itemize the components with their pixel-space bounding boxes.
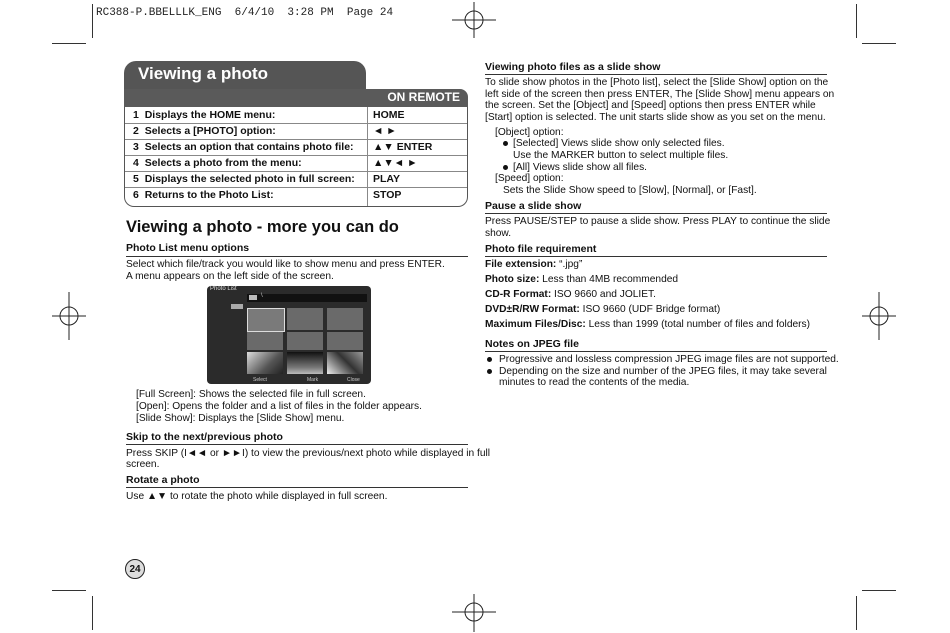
requirement-item: Maximum Files/Disc: Less than 1999 (total number of files and folders) — [485, 319, 811, 330]
bullet-icon — [487, 357, 492, 362]
step-key: ▲▼ ENTER — [373, 141, 433, 153]
step-row: 4 Selects a photo from the menu: ▲▼◄ ► — [125, 155, 467, 172]
crop-mark — [862, 590, 896, 591]
folder-icon — [249, 295, 257, 300]
crop-mark — [52, 590, 86, 591]
crop-mark — [856, 4, 857, 38]
step-action: Returns to the Photo List: — [144, 189, 274, 201]
bullet-icon — [503, 165, 508, 170]
jpeg-heading: Notes on JPEG file — [485, 338, 579, 350]
folder-thumb[interactable] — [247, 332, 283, 350]
crop-mark — [92, 4, 93, 38]
remote-header-bar — [124, 89, 468, 107]
step-key: STOP — [373, 189, 402, 201]
step-action: Displays the HOME menu: — [144, 109, 276, 121]
registration-mark-icon — [52, 292, 86, 340]
folder-thumb[interactable] — [327, 308, 363, 330]
option-text: [Object] option: — [495, 127, 564, 138]
step-row: 3 Selects an option that contains photo file: ▲▼ ENTER — [125, 139, 467, 156]
step-key: HOME — [373, 109, 405, 121]
photo-thumb[interactable] — [327, 352, 363, 374]
rotate-heading: Rotate a photo — [126, 474, 200, 486]
option-text: [Full Screen]: Shows the selected file in full screen. — [136, 389, 366, 400]
step-row: 2 Selects a [PHOTO] option: ◄ ► — [125, 123, 467, 140]
osd-path-bar: \ — [247, 294, 367, 302]
requirement-item: Photo size: Less than 4MB recommended — [485, 274, 679, 285]
body-text: To slide show photos in the [Photo list], select the [Slide Show] option on the — [485, 77, 829, 88]
osd-title: Photo List — [210, 286, 237, 292]
step-row: 1 Displays the HOME menu: HOME — [125, 107, 467, 124]
step-row: 6 Returns to the Photo List: STOP — [133, 189, 402, 201]
body-text: A menu appears on the left side of the screen. — [126, 271, 334, 282]
section-title: Viewing a photo — [124, 61, 366, 89]
option-text: [All] Views slide show all files. — [513, 162, 647, 173]
heading-rule — [126, 256, 468, 257]
step-action: Selects a [PHOTO] option: — [144, 125, 276, 137]
bullet-icon — [487, 369, 492, 374]
body-text: Press SKIP (I◄◄ or ►►I) to view the previous/next photo while displayed in full — [126, 448, 491, 459]
on-remote-label: ON REMOTE — [387, 90, 460, 104]
heading-rule — [485, 256, 827, 257]
body-text: [Start] option is selected. The unit starts slide show as you set on the menu. — [485, 112, 826, 123]
folder-thumb[interactable] — [327, 332, 363, 350]
body-text: Press PAUSE/STEP to pause a slide show. Press PLAY to continue the slide — [485, 216, 831, 227]
crop-mark — [856, 596, 857, 630]
more-title: Viewing a photo - more you can do — [126, 218, 399, 236]
option-text: [Speed] option: — [495, 173, 564, 184]
osd-footer: Select Mark Close — [253, 377, 360, 383]
option-text: Use the MARKER button to select multiple files. — [513, 150, 729, 161]
print-header: RC388-P.BBELLLK_ENG 6/4/10 3:28 PM Page 24 — [96, 7, 394, 19]
option-text: [Open]: Opens the folder and a list of files in the folder appears. — [136, 401, 422, 412]
heading-rule — [485, 351, 827, 352]
body-text: the screen. Set the [Object] and [Speed] options then press ENTER while — [485, 100, 816, 111]
crop-mark — [52, 43, 86, 44]
note-text: Depending on the size and number of the JPEG files, it may take several — [499, 366, 827, 377]
option-text: Sets the Slide Show speed to [Slow], [Normal], or [Fast]. — [503, 185, 757, 196]
heading-rule — [126, 487, 468, 488]
heading-rule — [126, 444, 468, 445]
photo-thumb[interactable] — [287, 352, 323, 374]
option-text: [Selected] Views slide show only selected files. — [513, 138, 725, 149]
folder-thumb[interactable] — [247, 308, 285, 332]
skip-heading: Skip to the next/previous photo — [126, 431, 283, 443]
folder-thumb[interactable] — [287, 332, 323, 350]
folder-thumb[interactable] — [287, 308, 323, 330]
body-text: Select which file/track you would like to show menu and press ENTER. — [126, 259, 445, 270]
step-row: 5 Displays the selected photo in full screen: PLAY — [125, 171, 467, 188]
heading-rule — [485, 74, 827, 75]
requirement-item: DVD±R/RW Format: ISO 9660 (UDF Bridge format) — [485, 304, 721, 315]
requirement-item: CD-R Format: ISO 9660 and JOLIET. — [485, 289, 656, 300]
registration-mark-icon — [862, 292, 896, 340]
body-text: show. — [485, 228, 512, 239]
steps-table — [124, 107, 468, 207]
body-text: left side of the screen then press ENTER, The [Slide Show] menu appears on — [485, 89, 835, 100]
step-action: Selects a photo from the menu: — [144, 157, 302, 169]
page-number: 24 — [125, 559, 145, 579]
step-key: ◄ ► — [373, 125, 397, 137]
osd-side-tag — [231, 304, 243, 309]
step-key: ▲▼◄ ► — [373, 157, 418, 169]
step-action: Selects an option that contains photo file: — [144, 141, 354, 153]
photo-thumb[interactable] — [247, 352, 283, 374]
pause-heading: Pause a slide show — [485, 200, 582, 212]
heading-rule — [485, 213, 827, 214]
registration-mark-icon — [452, 2, 496, 38]
requirement-heading: Photo file requirement — [485, 243, 597, 255]
step-action: Displays the selected photo in full screen: — [144, 173, 355, 185]
bullet-icon — [503, 141, 508, 146]
body-text: screen. — [126, 459, 160, 470]
step-key: PLAY — [373, 173, 401, 185]
crop-mark — [92, 596, 93, 630]
note-text: Progressive and lossless compression JPEG image files are not supported. — [499, 354, 839, 365]
note-text: minutes to read the contents of the media. — [499, 377, 690, 388]
body-text: Use ▲▼ to rotate the photo while displayed in full screen. — [126, 491, 388, 502]
slideshow-heading: Viewing photo files as a slide show — [485, 61, 661, 73]
registration-mark-icon — [452, 594, 496, 632]
photo-list-screenshot — [207, 286, 371, 384]
photo-list-heading: Photo List menu options — [126, 242, 250, 254]
requirement-item: File extension: “.jpg” — [485, 259, 583, 270]
crop-mark — [862, 43, 896, 44]
option-text: [Slide Show]: Displays the [Slide Show] menu. — [136, 413, 345, 424]
